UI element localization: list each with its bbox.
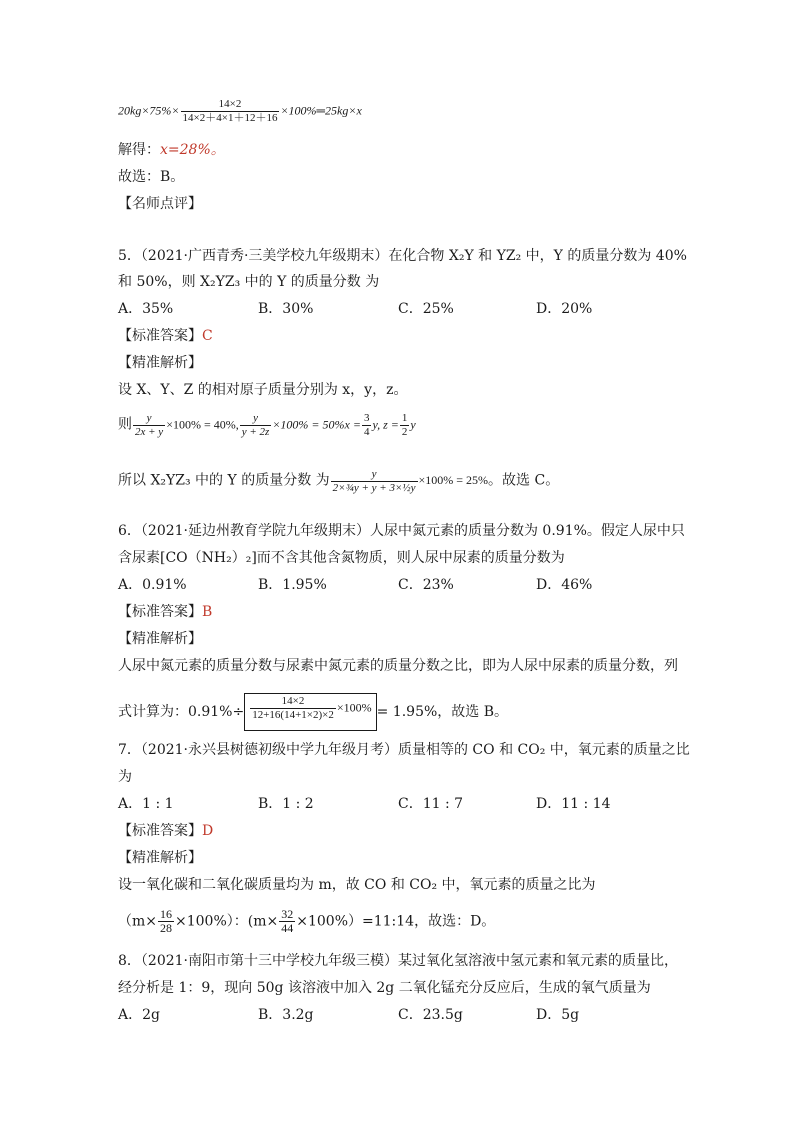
q7-option-c[interactable]: C．11 : 7 xyxy=(398,796,464,812)
q5-answer xyxy=(118,326,213,346)
q5-frac-3 xyxy=(362,412,372,439)
eq-den: 14×2＋4×1＋12＋16 xyxy=(182,112,278,124)
q8-option-d[interactable]: D．5g xyxy=(536,1007,580,1023)
answer-value: D xyxy=(202,823,214,839)
q5-option-b[interactable]: B．30% xyxy=(258,301,314,317)
f4-num: 1 xyxy=(401,412,408,424)
q6-answer xyxy=(118,602,212,622)
q5-options xyxy=(118,299,678,319)
q5-frac-1 xyxy=(133,412,165,439)
answer-value: C xyxy=(202,328,213,344)
eq-prefix: 则 xyxy=(118,416,132,433)
q8-stem-line1: 8．（2021·南阳市第十三中学校九年级三模）某过氧化氢溶液中氢元素和氧元素的质量比， xyxy=(118,953,678,969)
f3-den: 4 xyxy=(363,426,370,438)
q4-equation xyxy=(118,98,362,125)
q5-frac-4 xyxy=(400,412,410,439)
c2-fraction xyxy=(279,908,295,935)
f2-num: y xyxy=(240,412,272,426)
c1-den: 28 xyxy=(160,921,173,935)
q8-option-b[interactable]: B．3.2g xyxy=(258,1007,314,1023)
result-num: y xyxy=(331,468,418,482)
q5-option-a[interactable]: A．35% xyxy=(118,301,174,317)
c2-num: 32 xyxy=(281,907,294,921)
q6-analysis-tag: 【精准解析】 xyxy=(118,631,202,647)
q5-stem-line1: 5．（2021·广西青秀·三美学校九年级期末）在化合物 X₂Y 和 YZ₂ 中，Y 的质量分数为 40% xyxy=(118,248,687,264)
q5-setup: 设 X、Y、Z 的相对原子质量分别为 x，y，z。 xyxy=(118,382,408,398)
q5-equation xyxy=(118,412,416,439)
q5-option-d[interactable]: D．20% xyxy=(536,301,593,317)
solution-value: x=28%。 xyxy=(160,142,225,158)
q7-analysis-tag: 【精准解析】 xyxy=(118,850,202,866)
answer-tag: 【标准答案】 xyxy=(118,604,202,620)
q6-option-a[interactable]: A．0.91% xyxy=(118,577,187,593)
q7-explain: 设一氧化碳和二氧化碳质量均为 m，故 CO 和 CO₂ 中，氧元素的质量之比为 xyxy=(118,877,596,893)
c1-prefix: （m× xyxy=(118,913,158,930)
q7-stem-line2: 为 xyxy=(118,769,132,785)
eq-fraction xyxy=(181,98,280,125)
q5-frac-2 xyxy=(240,412,272,439)
q4-solution xyxy=(118,140,225,160)
q7-option-b[interactable]: B．1 : 2 xyxy=(258,796,314,812)
calc-fraction xyxy=(250,695,336,722)
calc-num: 14×2 xyxy=(250,695,336,709)
q5-stem-line2: 和 50%，则 X₂YZ₃ 中的 Y 的质量分数 为 xyxy=(118,274,380,290)
result-prefix: 所以 X₂YZ₃ 中的 Y 的质量分数 为 xyxy=(118,472,330,489)
c1-fraction xyxy=(158,908,174,935)
c1-tail: ×100%）：(m× xyxy=(175,913,279,930)
q6-option-b[interactable]: B．1.95% xyxy=(258,577,327,593)
q5-result xyxy=(118,468,559,495)
f4-den: 2 xyxy=(401,426,408,438)
q6-option-c[interactable]: C．23% xyxy=(398,577,454,593)
f1-tail: ×100% = 40%, xyxy=(166,417,239,432)
q5-analysis-tag: 【精准解析】 xyxy=(118,355,202,371)
q6-option-d[interactable]: D．46% xyxy=(536,577,593,593)
f1-num: y xyxy=(133,412,165,426)
result-den: 2×¾y + y + 3×½y xyxy=(332,482,416,494)
calc-prefix: 式计算为：0.91%÷ xyxy=(118,704,245,720)
f4-tail: y xyxy=(410,417,416,432)
f1-den: 2x + y xyxy=(135,426,164,438)
calc-tail: = 1.95%，故选 B。 xyxy=(376,704,509,720)
q6-stem-line1: 6．（2021·延边州教育学院九年级期末）人尿中氮元素的质量分数为 0.91%。假定人尿中只 xyxy=(118,523,685,539)
comment-tag: 【名师点评】 xyxy=(118,196,202,212)
c1-num: 16 xyxy=(160,907,173,921)
result-tail: ×100% = 25% xyxy=(418,473,489,488)
q6-calc xyxy=(118,693,508,731)
q7-options xyxy=(118,794,678,814)
f3-num: 3 xyxy=(363,412,370,424)
answer-tag: 【标准答案】 xyxy=(118,328,202,344)
calc-den: 12+16(14+1×2)×2 xyxy=(252,709,334,721)
answer-value: B xyxy=(202,604,213,620)
q8-options xyxy=(118,1005,678,1025)
answer-tag: 【标准答案】 xyxy=(118,823,202,839)
q7-stem-line1: 7．（2021·永兴县树德初级中学九年级月考）质量相等的 CO 和 CO₂ 中，氧元素的质量之比 xyxy=(118,742,690,758)
q6-options xyxy=(118,575,678,595)
q8-stem-line2: 经分析是 1：9，现向 50g 该溶液中加入 2g 二氧化锰充分反应后，生成的氧气质量为 xyxy=(118,980,651,996)
eq-num: 14×2 xyxy=(181,98,280,112)
q4-answer: 故选：B。 xyxy=(118,169,185,185)
f2-den: y + 2z xyxy=(241,426,270,438)
f2-tail: ×100% = 50%x = xyxy=(272,417,361,432)
q8-option-c[interactable]: C．23.5g xyxy=(398,1007,463,1023)
q7-option-a[interactable]: A．1 : 1 xyxy=(118,796,174,812)
result-fraction xyxy=(331,468,418,495)
q7-calc xyxy=(118,908,495,935)
eq-tail: ×100%═25kg×x xyxy=(280,103,362,118)
f3-tail: y, z = xyxy=(372,417,399,432)
c2-tail: ×100%）=11:14，故选：D。 xyxy=(296,913,496,930)
solution-prefix: 解得： xyxy=(118,142,160,158)
calc-bracket xyxy=(244,693,376,731)
result-end: 。故选 C。 xyxy=(488,472,560,489)
c2-den: 44 xyxy=(281,921,294,935)
q8-option-a[interactable]: A．2g xyxy=(118,1007,160,1023)
q6-explain: 人尿中氮元素的质量分数与尿素中氮元素的质量分数之比，即为人尿中尿素的质量分数，列 xyxy=(118,658,678,674)
q7-answer xyxy=(118,821,213,841)
q6-stem-line2: 含尿素[CO（NH₂）₂]而不含其他含氮物质，则人尿中尿素的质量分数为 xyxy=(118,550,565,566)
q5-option-c[interactable]: C．25% xyxy=(398,301,454,317)
eq-lead: 20kg×75%× xyxy=(118,103,180,118)
q7-option-d[interactable]: D．11 : 14 xyxy=(536,796,611,812)
calc-inner-tail: ×100% xyxy=(336,700,372,715)
